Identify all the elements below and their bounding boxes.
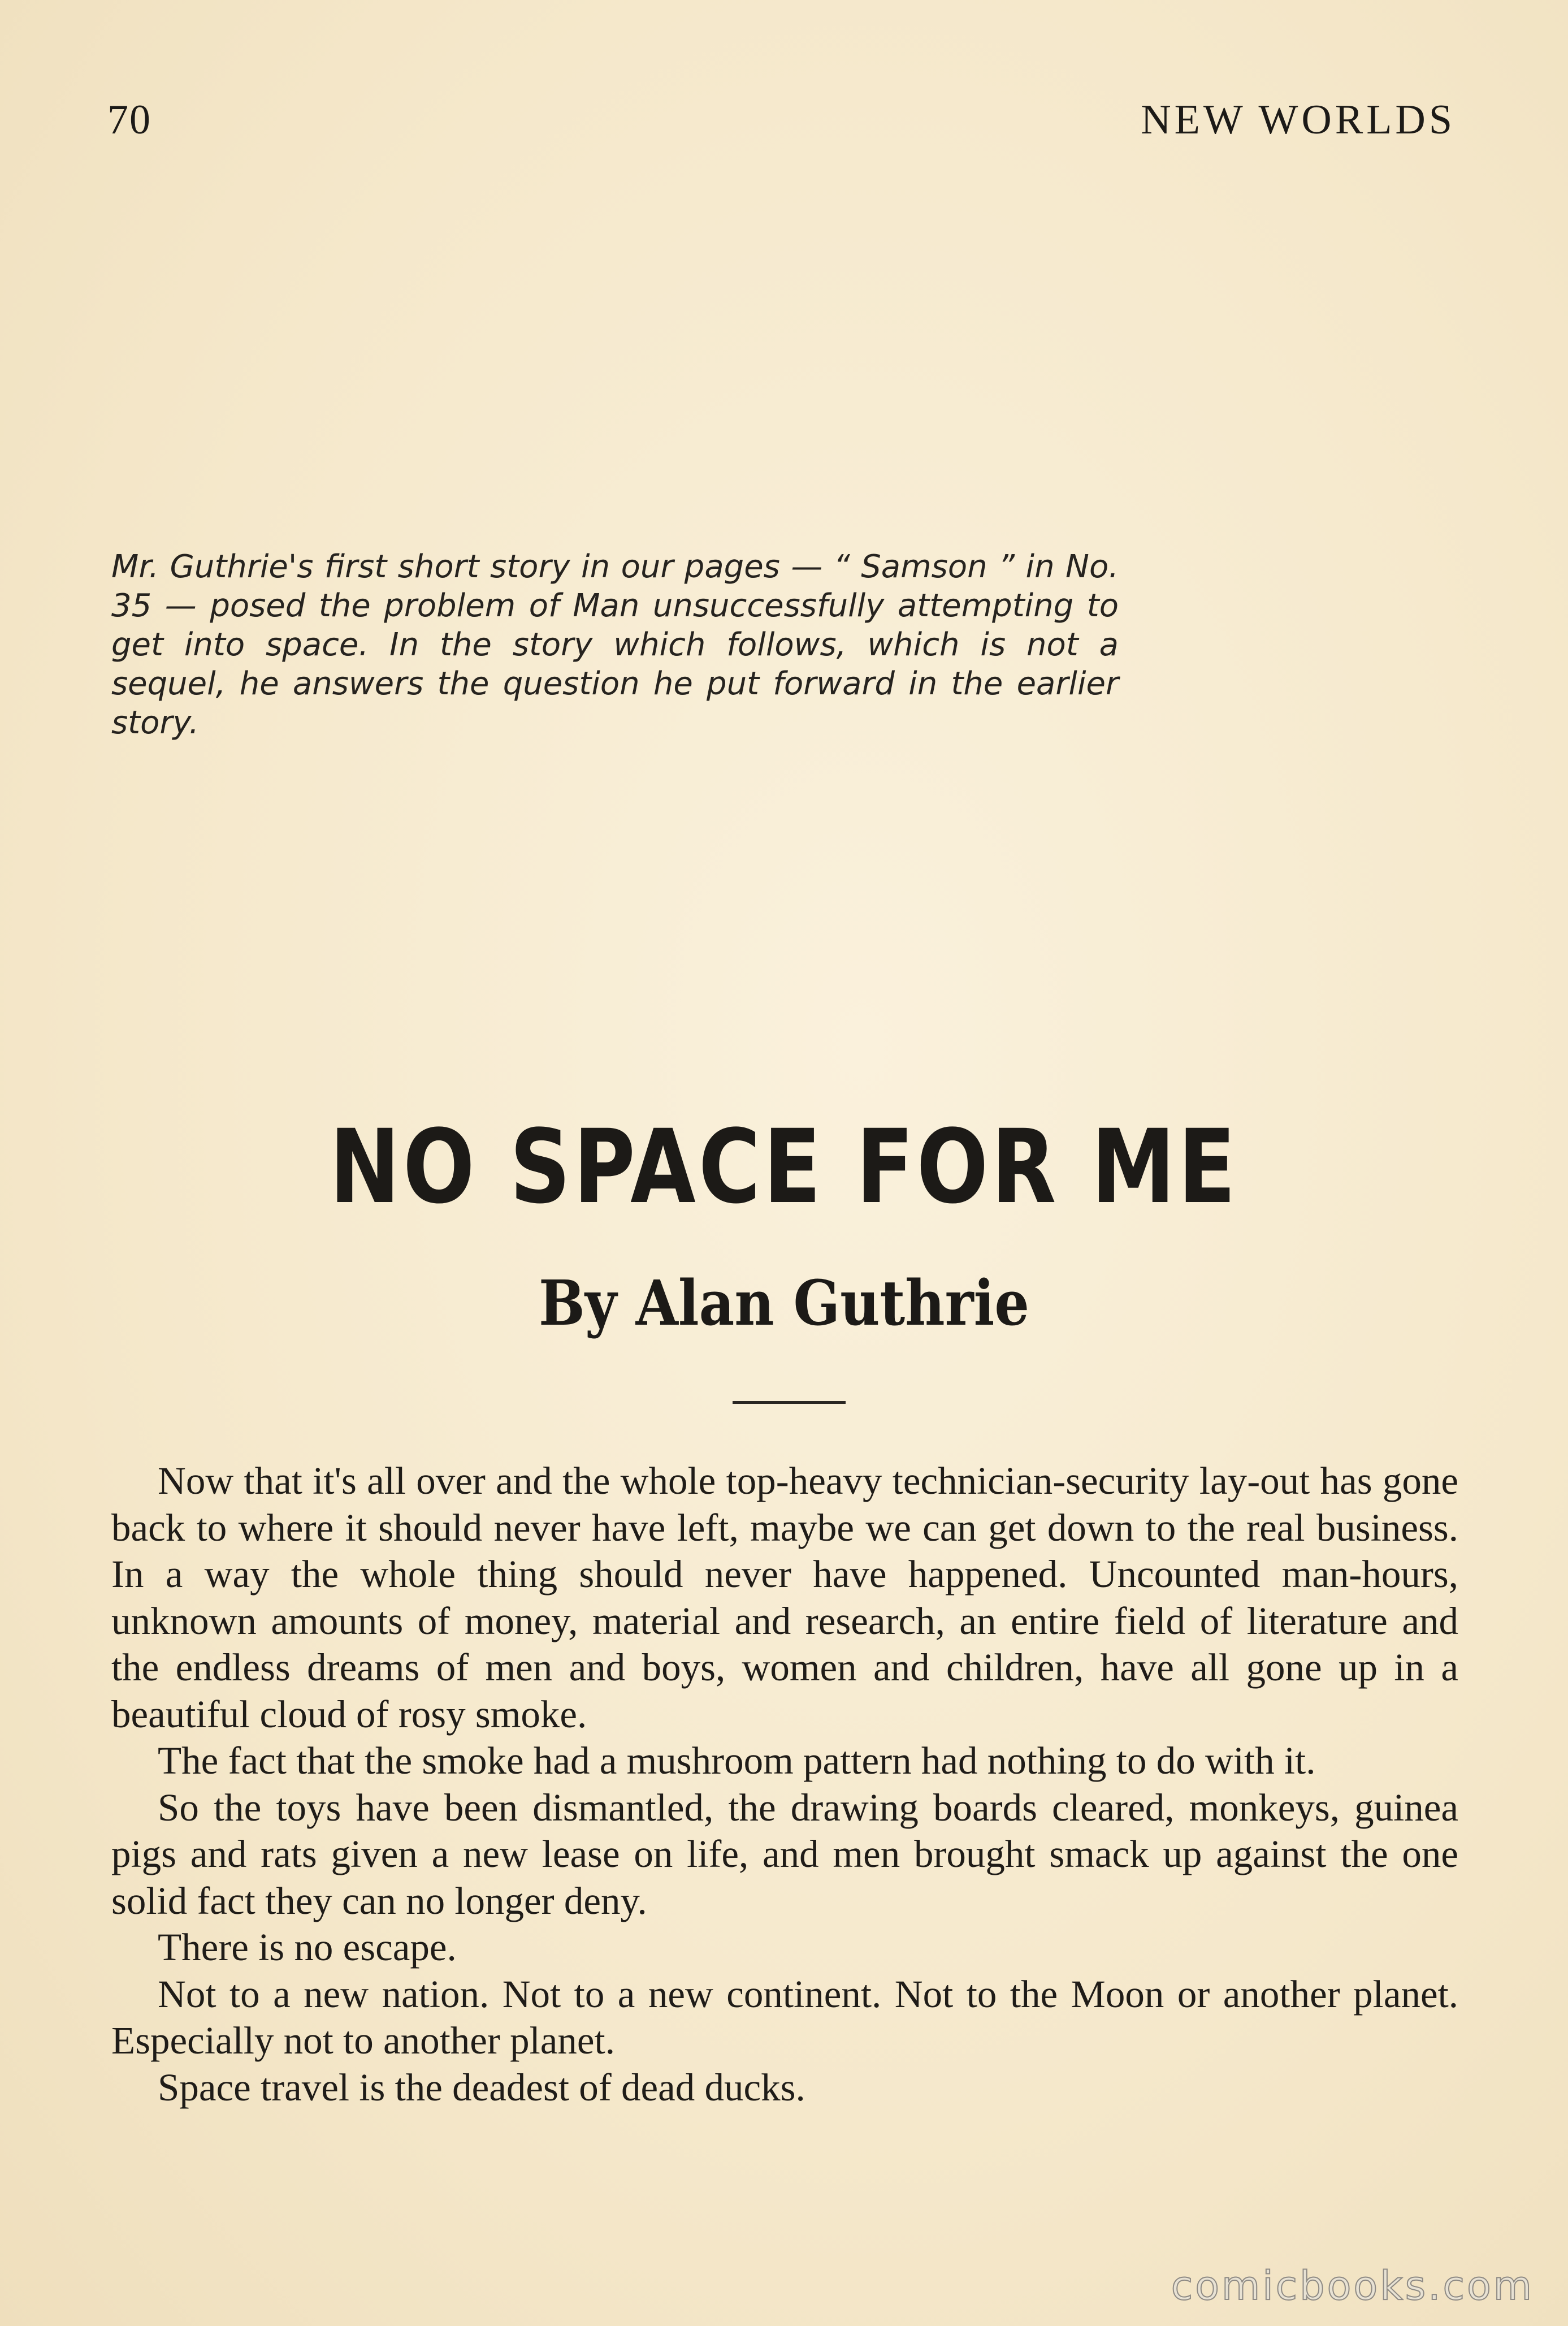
byline: By Alan Guthrie [539, 1266, 1029, 1339]
running-title: NEW WORLDS [1141, 97, 1456, 143]
story-body [111, 1458, 1458, 2111]
paragraph: Not to a new nation. Not to a new continent. Not to the Moon or another planet. Especially not to another planet. [111, 1972, 1458, 2062]
paragraph: Now that it's all over and the whole top-heavy technician-security lay-out has gone back to where it should never have left, maybe we can get down to the real business. In a way the whole thing should never have happened. Uncounted man-hours, unknown amounts of money, material and research, an entire field of literature and the endless dreams of men and boys, women and children, have all gone up in a beautiful cloud of rosy smoke. [111, 1459, 1458, 1736]
running-header [107, 96, 1456, 158]
story-title: NO SPACE FOR ME [329, 1108, 1239, 1226]
paragraph: Space travel is the deadest of dead ducks. [158, 2065, 805, 2109]
editor-note-text: Mr. Guthrie's first short story in our pages — “ Samson ” in No. 35 — posed the problem of Man unsuccessfully attempting to get into space. In the story which follows, which is not a sequel, he answers the question he put forward in the earlier story. [111, 548, 1119, 741]
title-divider [733, 1401, 846, 1404]
editor-note [111, 547, 1119, 742]
page-number: 70 [107, 97, 151, 143]
paragraph: There is no escape. [158, 1926, 457, 1969]
paragraph: The fact that the smoke had a mushroom pattern had nothing to do with it. [158, 1739, 1316, 1782]
paragraph: So the toys have been dismantled, the drawing boards cleared, monkeys, guinea pigs and rats given a new lease on life, and men brought smack up against the one solid fact they can no longer deny. [111, 1785, 1458, 1922]
watermark: comicbooks.com [1171, 2263, 1534, 2309]
